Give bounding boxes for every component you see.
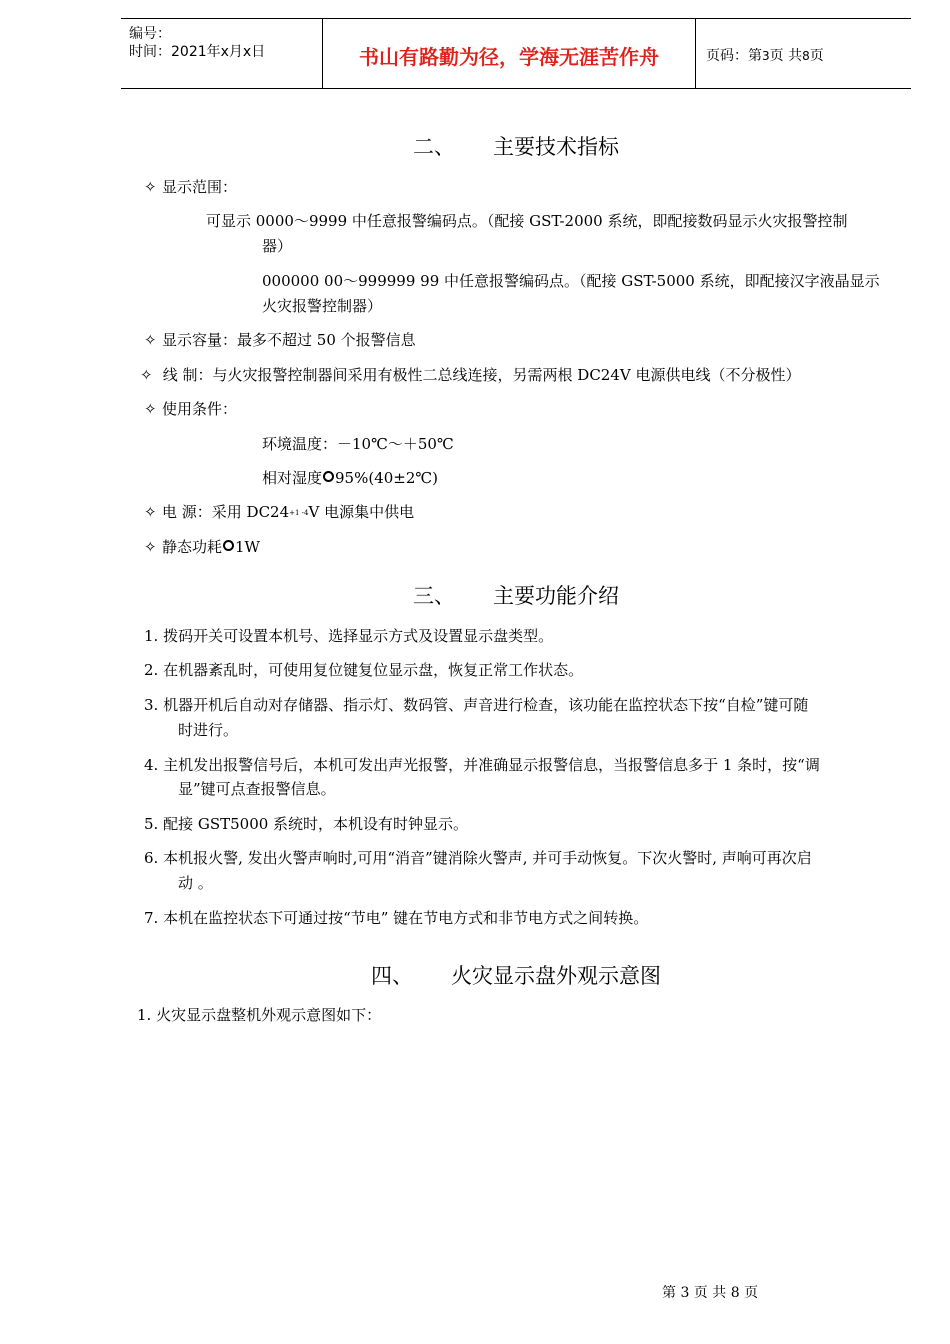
spec-conditions: ✧ 使用条件： <box>144 400 238 418</box>
header-page-info: 页码：第3页 共8页 <box>706 48 824 64</box>
page-header <box>121 18 911 89</box>
spec-static-power: ✧ 静态功耗 1W <box>144 538 260 556</box>
section-title-specs: 二、 主要技术指标 <box>413 135 619 159</box>
diamond-bullet-icon: ✧ <box>140 366 153 384</box>
page-footer: 第 3 页 共 8 页 <box>662 1285 759 1301</box>
spec-range-2-cont: 火灾报警控制器） <box>262 297 383 315</box>
diamond-bullet-icon: ✧ <box>144 331 157 349</box>
diamond-bullet-icon: ✧ <box>144 538 157 556</box>
spec-temperature: 环境温度：－10℃～＋50℃ <box>262 435 454 453</box>
spec-range-1-cont: 器） <box>262 237 293 255</box>
spec-power: ✧ 电 源：采用 DC24+1 -4V 电源集中供电 <box>144 503 415 521</box>
time-label: 时间：2021年x月x日 <box>129 44 266 60</box>
function-item-cont: 动 。 <box>178 874 213 892</box>
function-item: 5. 配接 GST5000 系统时，本机设有时钟显示。 <box>144 815 469 833</box>
tolerance-superscript: +1 -4 <box>289 509 309 517</box>
diamond-bullet-icon: ✧ <box>144 400 157 418</box>
ring-bullet-icon <box>223 540 234 551</box>
number-label: 编号： <box>129 26 171 42</box>
function-item: 4. 主机发出报警信号后，本机可发出声光报警，并准确显示报警信息，当报警信息多于 1 条时，按“调 <box>144 756 820 774</box>
spec-range-1: 可显示 0000～9999 中任意报警编码点。（配接 GST-2000 系统，即配接数码显示火灾报警控制 <box>206 212 848 230</box>
spec-range-2: 000000 00～999999 99 中任意报警编码点。（配接 GST-5000 系统，即配接汉字液晶显示 <box>262 272 880 290</box>
ring-bullet-icon <box>323 471 334 482</box>
appearance-item: 1. 火灾显示盘整机外观示意图如下： <box>137 1006 382 1024</box>
diamond-bullet-icon: ✧ <box>144 503 157 521</box>
function-item-cont: 显”键可点查报警信息。 <box>178 780 336 798</box>
header-divider <box>695 19 696 88</box>
header-page-total: 8 <box>802 49 810 63</box>
spec-wiring: ✧ 线 制：与火灾报警控制器间采用有极性二总线连接，另需两根 DC24V 电源供电线（不分极性） <box>140 366 801 384</box>
spec-humidity: 相对湿度 95%(40±2℃) <box>262 469 439 487</box>
function-item: 3. 机器开机后自动对存储器、指示灯、数码管、声音进行检查，该功能在监控状态下按“自检”键可随 <box>144 696 809 714</box>
spec-capacity: ✧ 显示容量：最多不超过 50 个报警信息 <box>144 331 416 349</box>
function-item: 2. 在机器紊乱时，可使用复位键复位显示盘，恢复正常工作状态。 <box>144 661 584 679</box>
function-item: 7. 本机在监控状态下可通过按“节电” 键在节电方式和非节电方式之间转换。 <box>144 909 649 927</box>
function-item: 1. 拨码开关可设置本机号、选择显示方式及设置显示盘类型。 <box>144 627 554 645</box>
section-title-appearance: 四、 火灾显示盘外观示意图 <box>371 964 661 988</box>
diamond-bullet-icon: ✧ <box>144 178 157 196</box>
header-page-number: 3 <box>762 49 770 63</box>
spec-display-range: ✧ 显示范围： <box>144 178 238 196</box>
function-item-cont: 时进行。 <box>178 721 239 739</box>
header-meta <box>129 25 265 61</box>
section-title-functions: 三、 主要功能介绍 <box>413 584 619 608</box>
header-motto: 书山有路勤为径，学海无涯苦作舟 <box>359 45 659 69</box>
function-item: 6. 本机报火警, 发出火警声响时,可用“消音”键消除火警声, 并可手动恢复。下次火警时, 声响可再次启 <box>144 849 812 867</box>
